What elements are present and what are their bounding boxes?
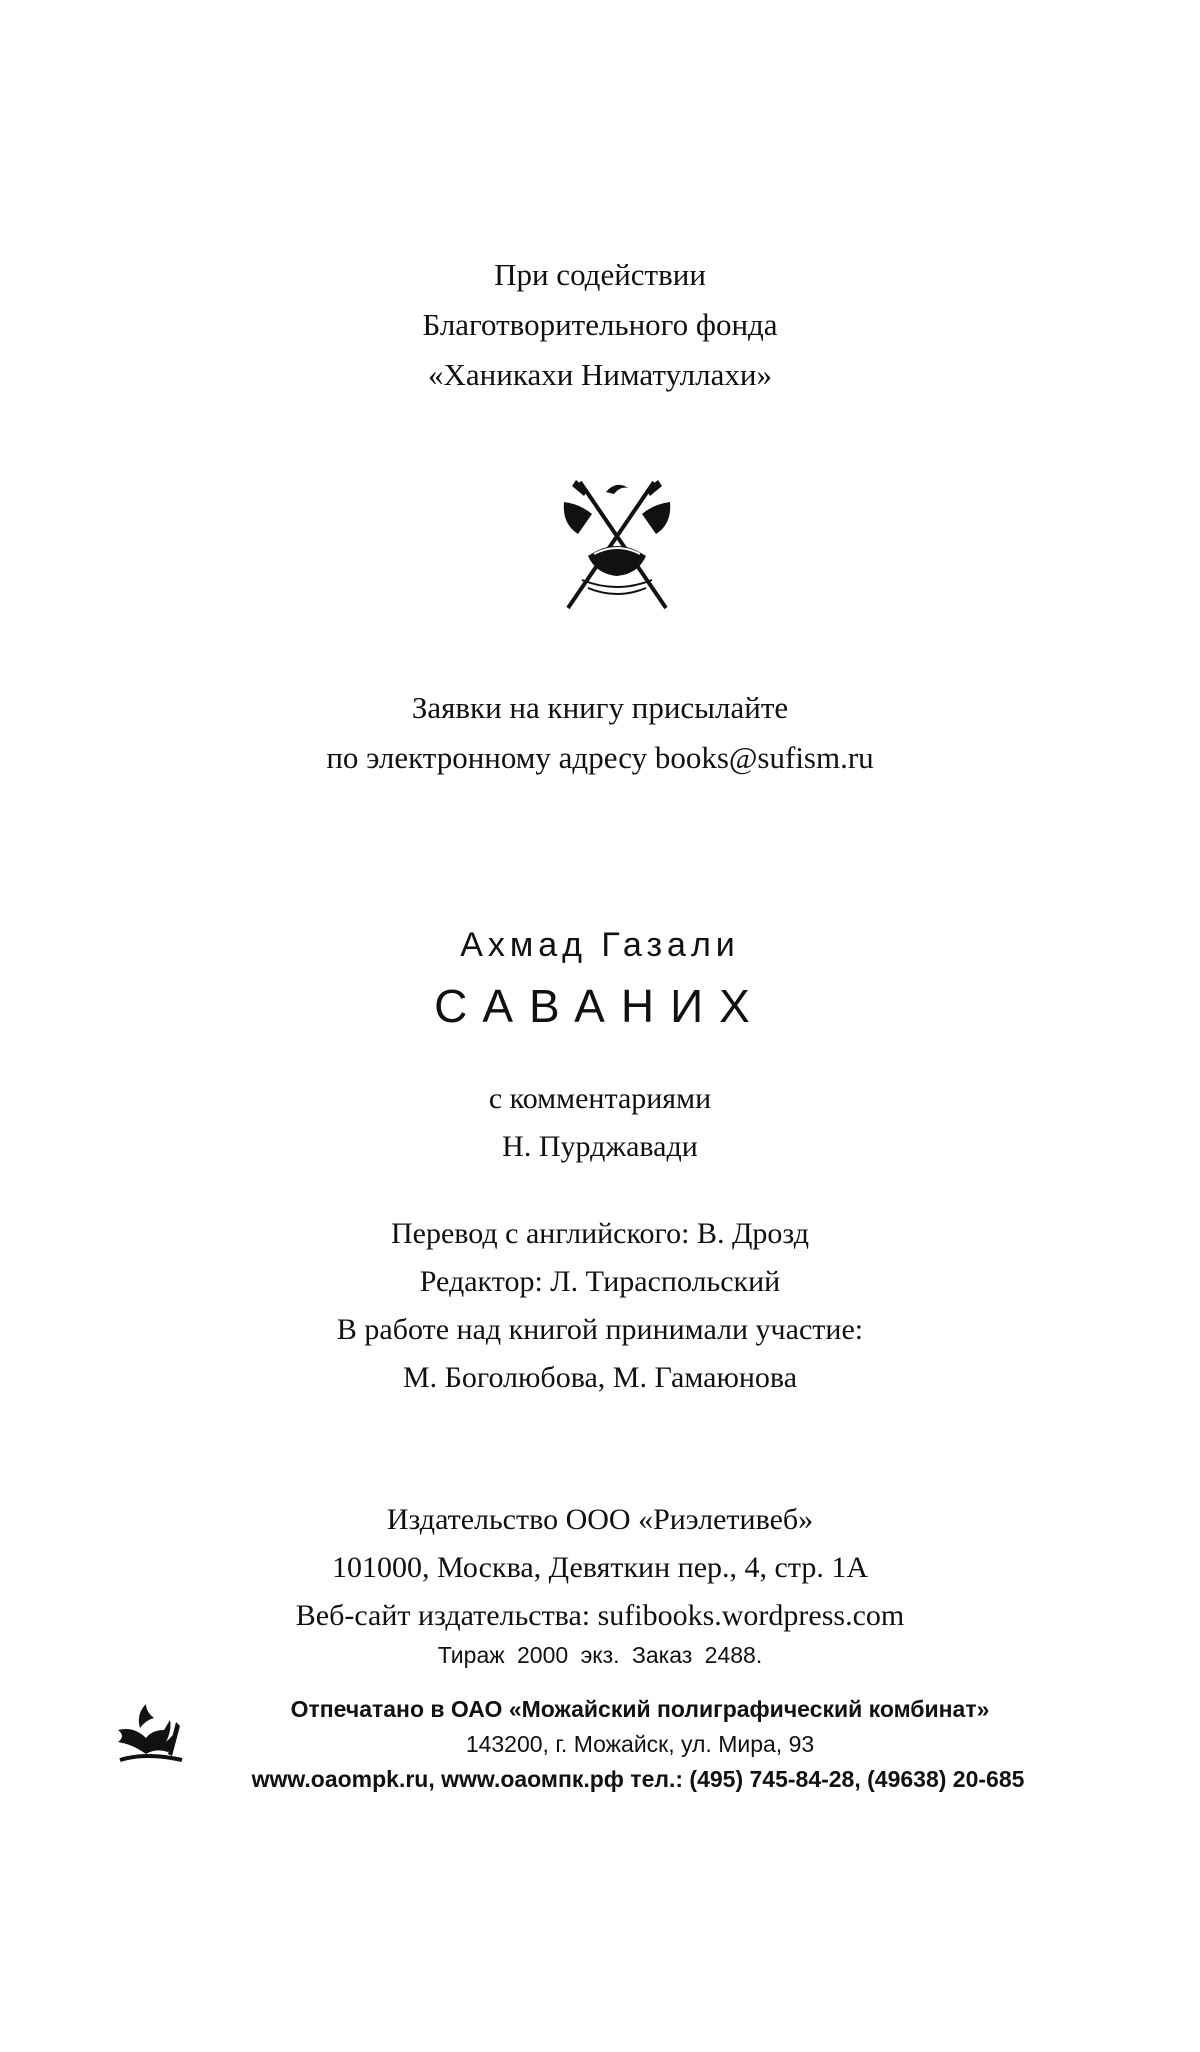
orders-block [0,683,1200,783]
commentary-author: Н. Пурджавади [502,1130,698,1163]
crossed-axes-kashkul-emblem-icon [558,472,676,612]
publisher-name: Издательство ООО «Риэлетивеб» [386,1503,814,1536]
publisher-block [0,1496,1200,1640]
publisher-address: 101000, Москва, Девяткин пер., 4, стр. 1А [332,1551,868,1584]
printer-contacts: www.oaompk.ru, www.оаомпк.рф тел.: (495) 745-84-28, (49638) 20-685 [251,1766,1025,1792]
commentary-line-1: с комментариями [488,1082,712,1115]
print-run-line: Тираж 2000 экз. Заказ 2488. [437,1642,763,1668]
orders-line-2: по электронному адресу books@sufism.ru [326,740,874,775]
orders-line-1: Заявки на книгу присылайте [411,690,789,725]
credits-block [0,1210,1200,1402]
printer-line-1: Отпечатано в ОАО «Можайский полиграфический комбинат» [290,1696,990,1722]
printing-house-logo-icon [116,1700,188,1772]
printer-address: 143200, г. Можайск, ул. Мира, 93 [465,1731,815,1757]
printer-block [190,1692,1090,1797]
commentary-block [0,1075,1200,1171]
editor-credit: Редактор: Л. Тираспольский [419,1265,781,1298]
participants-names: М. Боголюбова, М. Гамаюнова [402,1361,798,1394]
book-title: САВАНИХ [434,980,766,1032]
sponsor-line-3: «Ханикахи Ниматуллахи» [428,357,772,392]
sponsor-block [0,250,1200,400]
participants-label: В работе над книгой принимали участие: [336,1313,864,1346]
book-author: Ахмад Газали [460,926,740,964]
translation-credit: Перевод с английского: В. Дрозд [390,1217,809,1250]
sponsor-line-2: Благотворительного фонда [422,307,778,342]
publisher-website: Веб-сайт издательства: sufibooks.wordpress.com [295,1599,905,1632]
sponsor-line-1: При содействии [494,257,706,292]
print-run [0,1638,1200,1672]
